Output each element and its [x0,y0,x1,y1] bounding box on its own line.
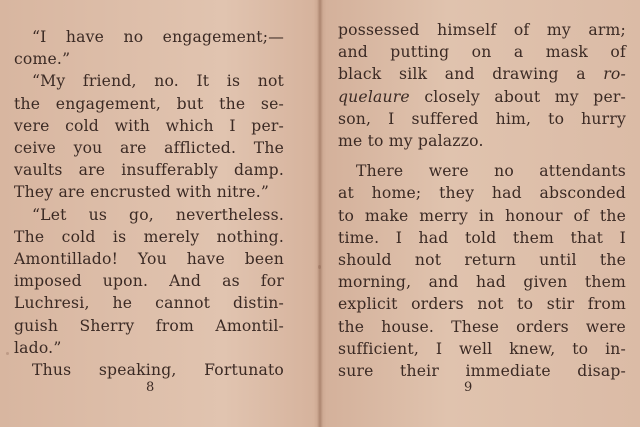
page-number: 9 [464,380,473,395]
text-line: morning, and had given them [338,273,626,292]
text-line: They are encrusted with nitre.” [14,183,270,202]
text-line [338,63,626,85]
italic-text: quelaure [338,87,410,106]
text-line: to make merry in honour of the [338,206,626,225]
text-line: vere cold with which I per- [14,116,284,135]
text-line: sure their immediate disap- [338,362,626,381]
text-line: “Let us go, nevertheless. [32,205,284,224]
text-line: vaults are insufferably damp. [14,161,284,180]
text-line: time. I had told them that I [338,228,626,247]
text-line: at home; they had absconded [338,184,626,203]
text-line: There were no attendants [356,162,626,181]
text-line: son, I suffered him, to hurry [338,109,626,128]
text-line: “I have no engagement;— [32,28,284,46]
paper-speck [318,265,321,269]
right-page-text [338,19,626,382]
text-line: ceive you are afflicted. The [14,139,284,158]
text-segment: black silk and drawing a [338,65,604,84]
text-line: come.” [14,50,71,69]
text-line: me to my palazzo. [338,132,484,151]
left-page-text [14,26,284,381]
text-line: “My friend, no. It is not [32,72,284,91]
text-segment: closely about my per- [409,87,626,106]
text-line: possessed himself of my arm; [338,21,626,39]
paper-speck [6,352,9,355]
text-line: The cold is merely nothing. [14,227,284,246]
text-line: guish Sherry from Amontil- [14,316,284,335]
text-line: explicit orders not to stir from [338,295,626,314]
text-line: should not return until the [338,251,626,270]
text-line: Thus speaking, Fortunato [32,361,284,380]
text-line: the engagement, but the se- [14,94,284,113]
text-line: Luchresi, he cannot distin- [14,294,284,313]
text-line: Amontillado! You have been [14,250,284,269]
text-line: and putting on a mask of [338,43,626,62]
text-line: imposed upon. And as for [14,272,284,291]
page-number: 8 [146,380,155,395]
text-line: lado.” [14,338,62,357]
text-line: the house. These orders were [338,317,626,336]
italic-text: ro- [603,65,626,84]
left-page [0,0,318,427]
text-line: sufficient, I well knew, to in- [338,339,626,358]
right-page [322,0,640,427]
text-line [338,86,626,108]
